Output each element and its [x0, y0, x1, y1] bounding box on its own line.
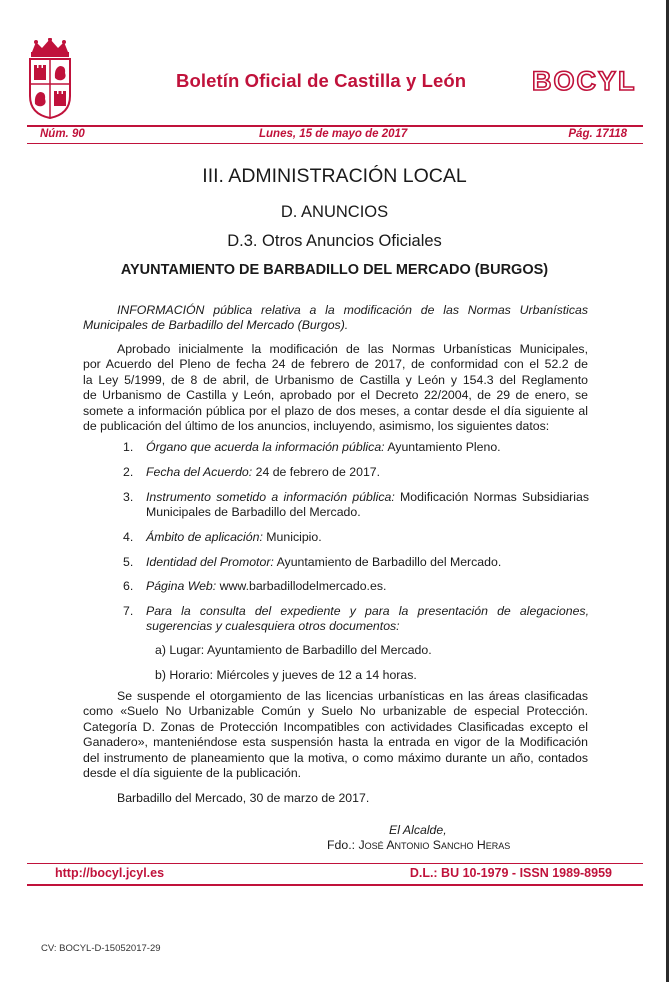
list-number: 1. — [123, 440, 134, 454]
header-rule-thin — [27, 143, 643, 144]
list-value: Ayuntamiento de Barbadillo del Mercado. — [273, 555, 502, 569]
subsection-heading: D. ANUNCIOS — [280, 203, 389, 221]
sub-list-item — [155, 643, 432, 657]
sub-list-letter: b) — [155, 668, 166, 682]
entity-heading: AYUNTAMIENTO DE BARBADILLO DEL MERCADO (BURGOS) — [120, 262, 549, 278]
list-value: 24 de febrero de 2017. — [252, 465, 381, 479]
place-date: Barbadillo del Mercado, 30 de marzo de 2017. — [117, 791, 370, 805]
body-paragraph-1 — [83, 342, 588, 434]
list-value: sugerencias y cualesquiera otros documentos: — [146, 619, 400, 634]
issue-number: Núm. 90 — [40, 128, 85, 140]
list-number: 7. — [123, 604, 134, 618]
list-label: Página Web: — [146, 579, 217, 593]
bocyl-logo-text: BOCYL — [532, 66, 637, 96]
text-line: Ganadero», manteniéndose esta suspensión hasta la entrada en vigor de la Modificación — [83, 735, 588, 750]
signed-prefix: Fdo.: — [327, 838, 359, 852]
list-number: 5. — [123, 555, 134, 569]
text-line: como «Suelo No Urbanizable Común y Suelo No urbanizable de especial Protección. — [83, 704, 588, 719]
text-line: desde el día siguiente de la publicación. — [83, 766, 302, 781]
subsubsection-heading: D.3. Otros Anuncios Oficiales — [227, 232, 442, 250]
list-number: 2. — [123, 465, 134, 479]
signer-role: El Alcalde, — [389, 823, 447, 837]
list-label: Instrumento sometido a información pública: — [146, 490, 395, 504]
footer-rule-thick — [27, 884, 643, 886]
intro-paragraph — [83, 303, 588, 334]
legal-deposit: D.L.: BU 10-1979 - ISSN 1989-8959 — [409, 866, 612, 880]
text-line: la Ley 5/1999, de 8 de abril, de Urbanismo de Castilla y León y 154.3 del Reglamento — [83, 372, 588, 387]
list-number: 3. — [123, 490, 134, 504]
list-label: Fecha del Acuerdo: — [146, 465, 253, 479]
signature-line — [327, 838, 510, 852]
header-rule — [27, 125, 643, 127]
bulletin-title: Boletín Oficial de Castilla y León — [176, 70, 467, 91]
list-value: Municipales de Barbadillo del Mercado. — [146, 505, 361, 520]
list-value: Municipio. — [262, 530, 322, 544]
text-line: del instrumento de planeamiento que la motiva, o como máximo durante un año, contados — [83, 750, 588, 765]
list-label: Ámbito de aplicación: — [146, 530, 263, 544]
text-line: Aprobado inicialmente la modificación de las Normas Urbanísticas Municipales, — [117, 342, 588, 356]
issue-date: Lunes, 15 de mayo de 2017 — [259, 128, 408, 140]
list-value: Para la consulta del expediente y para la presentación de alegaciones, — [146, 604, 589, 618]
section-heading: III. ADMINISTRACIÓN LOCAL — [202, 165, 467, 187]
sub-list-text: Horario: Miércoles y jueves de 12 a 14 horas. — [169, 668, 417, 682]
page-number: Pág. 17118 — [568, 128, 627, 140]
body-paragraph-2 — [83, 689, 588, 781]
list-number: 6. — [123, 579, 134, 593]
castilla-leon-crest-icon — [26, 38, 74, 120]
list-value: Modificación Normas Subsidiarias — [394, 490, 589, 504]
sub-list-item — [155, 668, 417, 682]
text-line: Municipales de Barbadillo del Mercado (Burgos). — [83, 318, 349, 333]
signer-name: José Antonio Sancho Heras — [358, 838, 511, 852]
footer-rule — [27, 863, 643, 864]
list-label: Órgano que acuerda la información pública: — [146, 440, 385, 454]
text-line: somete a información pública por el plazo de dos meses, a contar desde el día siguiente al — [83, 403, 588, 418]
sub-list-letter: a) — [155, 643, 166, 657]
list-value: www.barbadillodelmercado.es. — [216, 579, 387, 593]
text-line: por Acuerdo del Pleno de fecha 24 de febrero de 2017, de conformidad con el 52.2 de — [83, 357, 588, 372]
text-line: Categoría D. Zonas de Protección Incompatibles con actividades Clasificadas excepto el — [83, 719, 588, 734]
bulletin-url-link[interactable]: http://bocyl.jcyl.es — [55, 866, 165, 880]
text-line: de Urbanismo de Castilla y León, aprobado por el Decreto 22/2004, de 29 de enero, se — [83, 388, 588, 403]
text-line: Se suspende el otorgamiento de las licencias urbanísticas en las áreas clasificadas — [117, 689, 588, 703]
text-line: de publicación del último de los anuncios, incluyendo, asimismo, los siguientes datos: — [83, 419, 550, 434]
verification-code: CV: BOCYL-D-15052017-29 — [41, 943, 161, 954]
list-number: 4. — [123, 530, 134, 544]
sub-list-text: Lugar: Ayuntamiento de Barbadillo del Mercado. — [169, 643, 432, 657]
list-label: Identidad del Promotor: — [146, 555, 274, 569]
bocyl-logo — [531, 66, 643, 96]
list-value: Ayuntamiento Pleno. — [384, 440, 501, 454]
text-line: INFORMACIÓN pública relativa a la modificación de las Normas Urbanísticas — [117, 303, 588, 317]
